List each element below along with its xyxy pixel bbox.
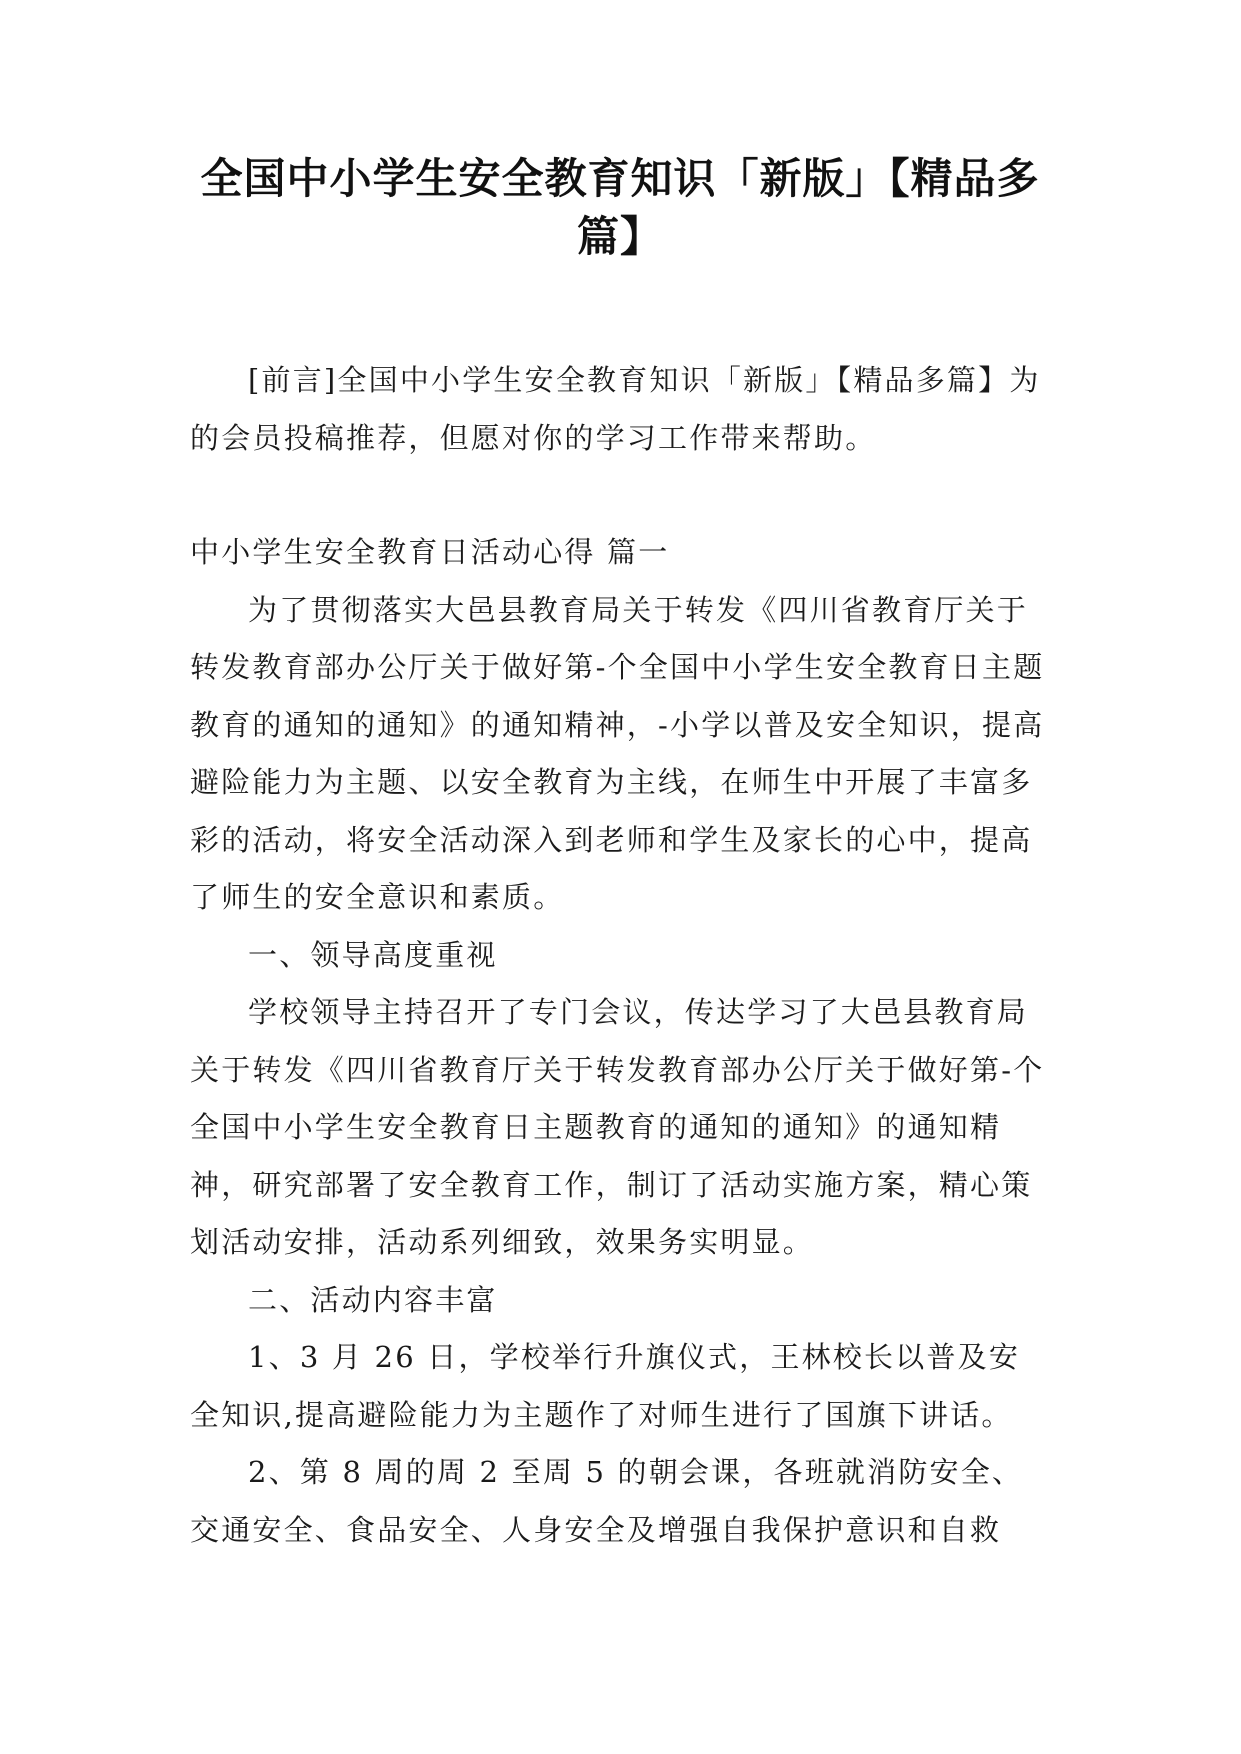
subheading: 一、领导高度重视 — [248, 937, 498, 972]
body-paragraph: 2、第 8 周的周 2 至周 5 的朝会课，各班就消防安全、交通安全、食品安全、人身安全及增强自我保护意识和自救 — [190, 1455, 1024, 1547]
document-body — [190, 352, 1050, 1559]
section-heading: 中小学生安全教育日活动心得 篇一 — [190, 535, 670, 569]
preface-paragraph: [前言]全国中小学生安全教育知识「新版」【精品多篇】为的会员投稿推荐，但愿对你的学习工作带来帮助。 — [190, 363, 1041, 455]
body-paragraph: 1、3 月 26 日，学校举行升旗仪式，王林校长以普及安全知识,提高避险能力为主题作了对师生进行了国旗下讲话。 — [190, 1340, 1021, 1432]
body-paragraph: 为了贯彻落实大邑县教育局关于转发《四川省教育厅关于转发教育部办公厅关于做好第-个全国中小学生安全教育日主题教育的通知的通知》的通知精神，-小学以普及安全知识，提高避险能力为主题、以安全教育为主线，在师生中开展了丰富多彩的活动，将安全活动深入到老师和学生及家长的心中，提高了师生的安全意识和素质。 — [190, 592, 1045, 914]
body-paragraph: 学校领导主持召开了专门会议，传达学习了大邑县教育局关于转发《四川省教育厅关于转发教育部办公厅关于做好第-个全国中小学生安全教育日主题教育的通知的通知》的通知精神，研究部署了安全教育工作，制订了活动实施方案，精心策划活动安排，活动系列细致，效果务实明显。 — [190, 995, 1045, 1259]
document-title: 全国中小学生安全教育知识「新版」【精品多篇】 — [200, 154, 1040, 261]
subheading: 二、活动内容丰富 — [248, 1282, 498, 1317]
